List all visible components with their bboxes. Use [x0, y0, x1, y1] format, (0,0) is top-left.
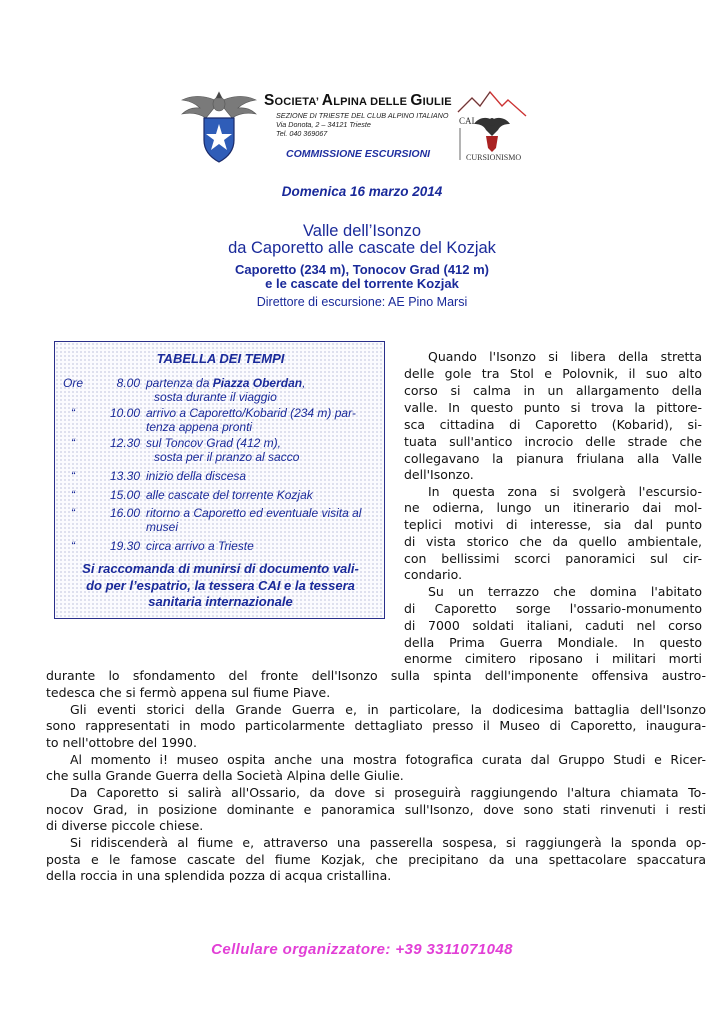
event-subtitle-line1: Caporetto (234 m), Tonocov Grad (412 m) [234, 262, 490, 277]
event-date: Domenica 16 marzo 2014 [281, 184, 443, 199]
paragraph-line: Da Caporetto si salirà all'Ossario, da dove si proseguirà raggiungendo l'altura chiamata To- [70, 785, 706, 800]
paragraph-line: sca cittadina di Caporetto (Kobarid), si- [404, 417, 702, 432]
paragraph-line: nocov Grad, in posizione dominante e panoramica sull'Isonzo, dove sono stati rinvenuti i resti [46, 802, 706, 817]
event-title-line2: da Caporetto alle cascate del Kozjak [228, 239, 496, 257]
organizer-phone: Cellulare organizzatore: +39 3311071048 [211, 941, 513, 958]
timetable-text: partenza da Piazza Oberdan, [146, 376, 306, 390]
paragraph-line: Gli eventi storici della Grande Guerra e, in particolare, la dodicesima battaglia dell'Isonzo [70, 702, 706, 717]
paragraph-line: to nell'ottobre del 1990. [46, 735, 197, 750]
org-address: Via Donota, 2 – 34121 Trieste [276, 120, 371, 129]
paragraph-line: teplici motivi di interesse, sia dal punto [404, 517, 702, 532]
paragraph-line: sono rappresentati in modo particolarmente dettagliato presso il Museo di Caporetto, inaugura- [46, 718, 706, 733]
paragraph-line: ne odierna, lungo un itinerario dai mol- [404, 500, 702, 515]
timetable-mark: Ore [63, 376, 84, 390]
paragraph-line: Al momento i! museo ospita anche una mostra fotografica curata dal Gruppo Studi e Ricer- [70, 752, 706, 767]
svg-text:CAI: CAI [459, 116, 475, 126]
timetable-time: 8.00 [116, 376, 140, 390]
timetable-notice: Si raccomanda di munirsi di documento vali- do per l’espatrio, la tessera CAI e la tessera sanitaria internazionale [82, 561, 359, 609]
paragraph-line: Quando l'Isonzo si libera della stretta [428, 349, 702, 364]
paragraph-line: della Prima Guerra Mondiale. In questo [404, 635, 702, 650]
paragraph-line: di vista storico che da quello ambientale, [404, 534, 702, 549]
event-subtitle-line2: e le cascate del torrente Kozjak [265, 276, 459, 291]
timetable-title: TABELLA DEI TEMPI [156, 351, 285, 366]
paragraph-line: durante lo sfondamento del fronte dell'Isonzo sulla spinta dell'imponente offensiva austro- [46, 668, 706, 683]
paragraph-line: collegavano la pianura friulana alla Valle [404, 451, 702, 466]
paragraph-line: condario. [404, 567, 463, 582]
commission-label: COMMISSIONE ESCURSIONI [286, 148, 431, 160]
paragraph-line: che sulla Grande Guerra della Società Alpina delle Giulie. [46, 768, 404, 783]
paragraph-line: delle gole tra Stol e Polovnik, il suo alto [404, 366, 702, 381]
paragraph-line: tedesca che si fermò appena sul fiume Piave. [46, 685, 331, 700]
paragraph-line: della roccia in una splendida pozza di acqua cristallina. [46, 868, 392, 883]
timetable-box: TABELLA DEI TEMPI Ore 8.00 partenza da Piazza Oberdan, sosta durante il viaggio “ 10.00 arrivo a Caporetto/Kobarid (234 m) par- tenza appena pronti “ 12.30 sul Toncov Grad (412 m), sosta per il pranzo al sacco “ 13.30 inizio della discesa “ 15.00 alle cascate del torrente Kozjak “ 16.00 ritorno a Caporetto ed eventuale visita al musei “ 19.30 circa arrivo a Trieste Si raccomanda di munirsi di documento vali- do per l’espatrio, la tessera CAI e la tessera sanitaria internazionale [54, 341, 385, 619]
paragraph-line: In questa zona si svolgerà l'escursio- [428, 484, 702, 499]
paragraph-line: di 7000 soldati italiani, caduti nel corso [404, 618, 702, 633]
cai-escursionismo-logo [456, 86, 528, 164]
paragraph-line: di diverse piccole chiese. [46, 818, 204, 833]
paragraph-line: di Caporetto sorge l'ossario-monumento [404, 601, 702, 616]
event-director: Direttore di escursione: AE Pino Marsi [256, 295, 468, 309]
paragraph-line: con bellissimi scorci panoramici sul cir- [404, 551, 702, 566]
paragraph-line: tuata sull'antico incrocio delle strade che [404, 434, 702, 449]
paragraph-line: dell'Isonzo. [404, 467, 474, 482]
org-name: SOCIETA’ ALPINA DELLE GIULIE [264, 92, 452, 109]
org-phone: Tel. 040 369067 [276, 129, 328, 138]
paragraph-line: Si ridiscenderà al fiume e, attraverso una passerella sospesa, si raggiungerà la sponda op- [70, 835, 706, 850]
paragraph-line: posta e le famose cascate del fiume Kozjak, che precipitano da una spettacolare spaccatura [46, 852, 706, 867]
paragraph-line: Su un terrazzo che domina l'abitato [428, 584, 702, 599]
cai-eagle-logo [178, 88, 260, 166]
svg-text:CURSIONISMO: CURSIONISMO [466, 153, 522, 162]
paragraph-line: corso si calma in un allargamento della [404, 383, 702, 398]
org-subtitle: SEZIONE DI TRIESTE DEL CLUB ALPINO ITALIANO [276, 111, 449, 120]
event-title-line1: Valle dell’Isonzo [302, 222, 421, 240]
paragraph-line: enorme cimitero riposano i militari morti [404, 651, 702, 666]
paragraph-line: valle. In questo punto si trova la pittore- [404, 400, 702, 415]
